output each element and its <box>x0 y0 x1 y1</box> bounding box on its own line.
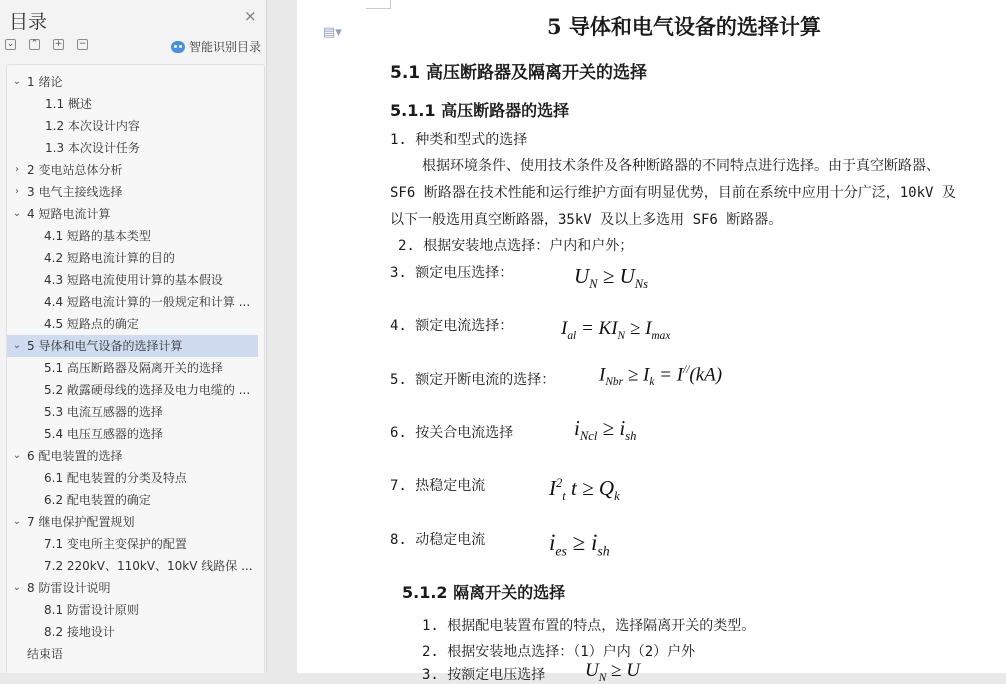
toc-item-label: 8.2 接地设计 <box>44 625 115 639</box>
doc-paragraph: 3. 按额定电压选择 <box>422 667 546 683</box>
formula-thermal-stability: $I^2_t$ $t \ge Q_k$ <box>549 476 620 504</box>
toc-item[interactable] <box>7 137 258 159</box>
toc-item[interactable] <box>7 313 258 335</box>
toc-item-label: 7.2 220kV、110kV、10kV 线路保 ... <box>44 559 253 573</box>
doc-paragraph: 3. 额定电压选择： <box>390 265 514 281</box>
smart-recognize-toc-button[interactable] <box>171 38 261 55</box>
toc-item[interactable] <box>7 225 258 247</box>
toc-item[interactable] <box>7 643 258 665</box>
doc-subsection-heading: 5.1.2 隔离开关的选择 <box>402 583 566 602</box>
toc-item-label: 5.3 电流互感器的选择 <box>44 405 163 419</box>
toc-item[interactable] <box>7 357 258 379</box>
toc-item[interactable] <box>7 621 258 643</box>
doc-paragraph: 5. 额定开断电流的选择： <box>390 372 556 388</box>
toc-item[interactable] <box>7 115 258 137</box>
doc-paragraph: 2. 根据安装地点选择：（1）户内（2）户外 <box>422 644 696 660</box>
toc-item[interactable] <box>7 401 258 423</box>
doc-paragraph: 1. 根据配电装置布置的特点，选择隔离开关的类型。 <box>422 618 756 634</box>
chevron-down-icon[interactable]: ⌄ <box>12 76 22 87</box>
toc-list <box>6 64 265 673</box>
toc-item-label: 6.2 配电装置的确定 <box>44 493 151 507</box>
doc-paragraph: 根据环境条件、使用技术条件及各种断路器的不同特点进行选择。由于真空断路器、 <box>422 158 940 174</box>
toc-item-label: 4.4 短路电流计算的一般规定和计算 ... <box>44 295 251 309</box>
toc-item[interactable] <box>7 379 258 401</box>
doc-section-heading: 5.1 高压断路器及隔离开关的选择 <box>390 63 648 83</box>
chevron-right-icon[interactable]: › <box>15 186 19 197</box>
doc-paragraph: 4. 额定电流选择： <box>390 318 514 334</box>
toc-item-label: 4 短路电流计算 <box>27 207 111 221</box>
toc-item[interactable] <box>7 247 258 269</box>
toc-item-label: 4.3 短路电流使用计算的基本假设 <box>44 273 223 287</box>
toc-item-label: 7 继电保护配置规划 <box>27 515 135 529</box>
toc-item[interactable] <box>7 335 258 357</box>
toc-item[interactable] <box>7 181 258 203</box>
toc-item-label: 6 配电装置的选择 <box>27 449 123 463</box>
doc-subsection-heading: 5.1.1 高压断路器的选择 <box>390 101 570 120</box>
doc-paragraph: 1. 种类和型式的选择 <box>390 132 528 148</box>
toc-item-label: 4.2 短路电流计算的目的 <box>44 251 175 265</box>
formula-rated-current: $I_{al} = KI_N \ge I_{max}$ <box>561 318 671 342</box>
expand-up-icon[interactable]: ⌃ <box>30 39 39 49</box>
toc-item[interactable] <box>7 423 258 445</box>
doc-paragraph: 6. 按关合电流选择 <box>390 425 514 441</box>
toc-item[interactable] <box>7 269 258 291</box>
toc-item[interactable] <box>7 159 258 181</box>
chevron-right-icon[interactable]: › <box>15 164 19 175</box>
toc-item[interactable] <box>7 533 258 555</box>
toc-item[interactable] <box>7 489 258 511</box>
toc-item-label: 4.5 短路点的确定 <box>44 317 139 331</box>
formula-dynamic-stability: $i_{es} \ge i_{sh}$ <box>549 530 610 559</box>
sidebar-title: 目录 <box>9 11 48 33</box>
toc-item-label: 结束语 <box>27 647 64 661</box>
formula-disconnector-voltage: $U_N \ge U$ <box>585 660 641 684</box>
toc-item-label: 3 电气主接线选择 <box>27 185 123 199</box>
toc-item[interactable] <box>7 203 258 225</box>
chevron-down-icon[interactable]: ⌄ <box>12 208 22 219</box>
toc-item[interactable] <box>7 555 258 577</box>
remove-heading-icon[interactable]: − <box>78 39 87 49</box>
toc-item-label: 6.1 配电装置的分类及特点 <box>44 471 187 485</box>
toc-item-label: 5.2 敞露硬母线的选择及电力电缆的 ... <box>44 383 251 397</box>
toc-item-label: 5.1 高压断路器及隔离开关的选择 <box>44 361 223 375</box>
formula-rated-voltage: $U_N \ge U_{Ns}$ <box>574 264 649 292</box>
toc-item[interactable] <box>7 445 258 467</box>
toc-sidebar <box>0 0 267 673</box>
doc-paragraph: 8. 动稳定电流 <box>390 532 486 548</box>
toc-item[interactable] <box>7 511 258 533</box>
toc-item-label: 4.1 短路的基本类型 <box>44 229 151 243</box>
doc-paragraph: 2. 根据安装地点选择：户内和户外； <box>398 238 634 254</box>
toc-item[interactable] <box>7 291 258 313</box>
toc-item[interactable] <box>7 71 258 93</box>
toc-item[interactable] <box>7 93 258 115</box>
page-corner-mark <box>366 0 391 9</box>
toc-item-label: 7.1 变电所主变保护的配置 <box>44 537 187 551</box>
formula-breaking-current: $I_{Nbr} \ge I_k = I^{//}(kA)$ <box>599 364 723 389</box>
toc-item[interactable] <box>7 599 258 621</box>
add-heading-icon[interactable]: + <box>54 39 63 49</box>
chevron-down-icon[interactable]: ⌄ <box>12 450 22 461</box>
doc-paragraph: 以下一般选用真空断路器，35kV 及以上多选用 SF6 断路器。 <box>390 212 783 228</box>
toc-item-label: 1.2 本次设计内容 <box>45 119 140 133</box>
toc-item-label: 1 绪论 <box>27 75 63 89</box>
doc-paragraph: 7. 热稳定电流 <box>390 478 486 494</box>
toc-item-label: 1.3 本次设计任务 <box>45 141 140 155</box>
page-menu-icon[interactable]: ▤▾ <box>323 25 342 40</box>
toc-item-label: 5.4 电压互感器的选择 <box>44 427 163 441</box>
chevron-down-icon[interactable]: ⌄ <box>12 516 22 527</box>
doc-paragraph: SF6 断路器在技术性能和运行维护方面有明显优势，目前在系统中应用十分广泛，10kV 及 <box>390 185 956 201</box>
robot-icon <box>171 41 185 53</box>
toc-item-label: 5 导体和电气设备的选择计算 <box>27 339 183 353</box>
toc-item-label: 8 防雷设计说明 <box>27 581 111 595</box>
toc-item-label: 2 变电站总体分析 <box>27 163 123 177</box>
toc-item-label: 1.1 概述 <box>45 97 92 111</box>
formula-making-current: $i_{Ncl} \ge i_{sh}$ <box>574 416 637 444</box>
chevron-down-icon[interactable]: ⌄ <box>12 582 22 593</box>
toc-item[interactable] <box>7 577 258 599</box>
toc-item[interactable] <box>7 467 258 489</box>
chevron-down-icon[interactable]: ⌄ <box>12 340 22 351</box>
smart-recognize-label: 智能识别目录 <box>189 40 262 54</box>
close-icon[interactable]: × <box>244 7 257 25</box>
doc-chapter-title: 5 导体和电气设备的选择计算 <box>547 14 821 39</box>
toc-item-label: 8.1 防雷设计原则 <box>44 603 139 617</box>
collapse-all-icon[interactable]: ⌄ <box>6 39 15 49</box>
